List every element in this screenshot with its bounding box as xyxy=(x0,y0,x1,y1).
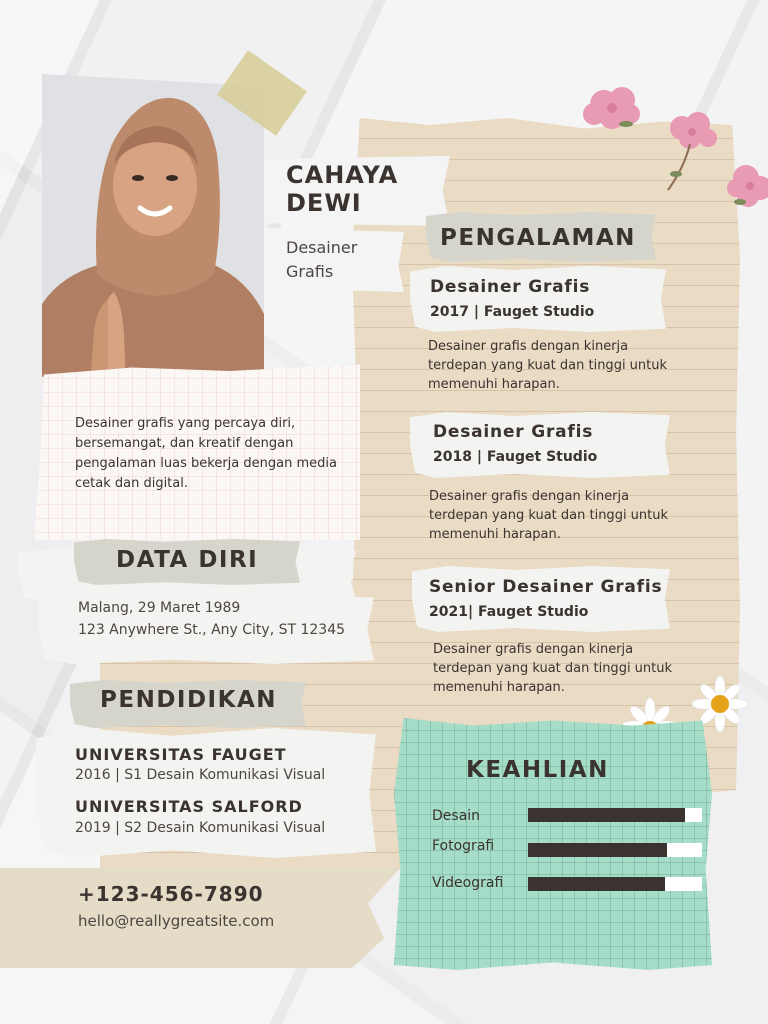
first-name: CAHAYA xyxy=(286,161,399,189)
birth-info: Malang, 29 Maret 1989 xyxy=(78,600,241,616)
pink-flowers-decoration xyxy=(564,78,768,228)
job-description: Desainer grafis dengan kinerja terdepan yang kuat dan tinggi untuk memenuhi harapan. xyxy=(428,339,668,392)
skill-bar-fill xyxy=(528,808,685,822)
job-meta: 2018 | Fauget Studio xyxy=(433,449,598,465)
skill-label: Desain xyxy=(432,808,481,824)
last-name: DEWI xyxy=(286,189,362,217)
profile-summary: Desainer grafis yang percaya diri, bersemangat, dan kreatif dengan pengalaman luas bekerja dengan media cetak dan digital. xyxy=(75,416,337,491)
skill-bar xyxy=(528,808,702,822)
experience-title: PENGALAMAN xyxy=(440,225,636,251)
phone-number: +123-456-7890 xyxy=(78,882,264,906)
portrait-illustration xyxy=(42,74,264,386)
job-title: Desainer Grafis xyxy=(433,422,594,442)
job-role xyxy=(286,236,357,284)
job-title: Desainer Grafis xyxy=(430,277,591,297)
job-title: Senior Desainer Grafis xyxy=(429,577,663,597)
skill-bar xyxy=(528,877,702,891)
role-line-2: Grafis xyxy=(286,262,334,281)
address-info: 123 Anywhere St., Any City, ST 12345 xyxy=(78,622,346,638)
education-detail: 2019 | S2 Desain Komunikasi Visual xyxy=(75,820,326,836)
job-description: Desainer grafis dengan kinerja terdepan yang kuat dan tinggi untuk memenuhi harapan. xyxy=(429,489,669,542)
skill-label: Videografi xyxy=(432,875,504,891)
skills-title: KEAHLIAN xyxy=(466,757,609,783)
education-school: UNIVERSITAS SALFORD xyxy=(75,797,303,816)
skill-bar-fill xyxy=(528,877,665,891)
data-diri-title: DATA DIRI xyxy=(116,547,259,573)
education-detail: 2016 | S1 Desain Komunikasi Visual xyxy=(75,767,326,783)
job-description: Desainer grafis dengan kinerja terdepan yang kuat dan tinggi untuk memenuhi harapan. xyxy=(433,642,673,695)
full-name xyxy=(286,161,398,217)
role-line-1: Desainer xyxy=(286,238,358,257)
skill-bar xyxy=(528,843,702,857)
job-strip xyxy=(412,566,670,632)
skill-bar-fill xyxy=(528,843,667,857)
job-strip xyxy=(410,266,666,332)
skill-label: Fotografi xyxy=(432,838,495,854)
email-address: hello@reallygreatsite.com xyxy=(78,912,275,930)
job-meta: 2017 | Fauget Studio xyxy=(430,304,595,320)
education-title: PENDIDIKAN xyxy=(100,687,277,713)
profile-photo xyxy=(42,74,264,386)
job-meta: 2021| Fauget Studio xyxy=(429,604,589,620)
education-school: UNIVERSITAS FAUGET xyxy=(75,745,287,764)
